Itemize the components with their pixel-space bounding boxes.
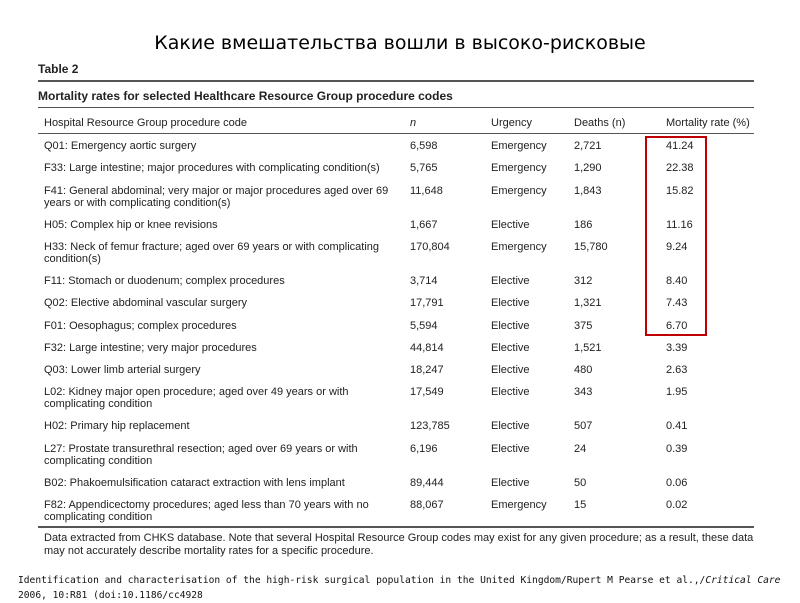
cell-code: L02: Kidney major open procedure; aged over 49 years or with complicating condition <box>44 386 349 411</box>
citation-prefix: Identification and characterisation of the high-risk surgical population in the United Kingdom/Rupert M Pearse et al.,/ <box>18 575 706 586</box>
cell-deaths: 1,521 <box>574 341 602 354</box>
cell-code: Q01: Emergency aortic surgery <box>44 140 197 152</box>
cell-deaths: 1,321 <box>574 297 602 310</box>
highlight-box <box>645 136 707 336</box>
cell-n: 5,765 <box>410 162 438 175</box>
cell-mortality: 3.39 <box>666 341 688 354</box>
table-footnote: Data extracted from CHKS database. Note that several Hospital Resource Group codes may exist for any given procedure; as a result, these data may not accurately describe mortality rates for a specific procedure. <box>44 532 754 557</box>
cell-deaths: 343 <box>574 386 593 399</box>
cell-urgency: Elective <box>491 319 530 332</box>
cell-code: H02: Primary hip replacement <box>44 420 190 433</box>
header-urgency: Urgency <box>491 117 532 129</box>
cell-code: H05: Complex hip or knee revisions <box>44 218 218 231</box>
cell-code: F32: Large intestine; very major procedures <box>44 341 257 354</box>
table-label: Table 2 <box>38 62 79 76</box>
cell-deaths: 375 <box>574 319 593 332</box>
cell-mortality: 0.39 <box>666 442 688 455</box>
cell-mortality: 0.02 <box>666 499 688 511</box>
cell-n: 17,549 <box>410 386 444 399</box>
cell-code: F33: Large intestine; major procedures with complicating condition(s) <box>44 162 380 175</box>
cell-deaths: 186 <box>574 218 593 231</box>
cell-n: 123,785 <box>410 420 450 433</box>
cell-deaths: 15 <box>574 499 587 511</box>
cell-code: F41: General abdominal; very major or major procedures aged over 69 years or with complicating condition(s) <box>44 184 389 209</box>
cell-code: B02: Phakoemulsification cataract extraction with lens implant <box>44 476 345 489</box>
header-n: n <box>410 117 417 129</box>
cell-mortality: 15.82 <box>666 184 694 197</box>
cell-mortality: 0.06 <box>666 476 688 489</box>
cell-deaths: 24 <box>574 442 587 455</box>
cell-deaths: 1,290 <box>574 162 602 175</box>
cell-n: 44,814 <box>410 341 444 354</box>
cell-deaths: 2,721 <box>574 140 602 152</box>
citation-journal: Critical Care <box>705 575 781 586</box>
cell-n: 17,791 <box>410 297 444 310</box>
cell-code: F01: Oesophagus; complex procedures <box>44 319 237 332</box>
cell-n: 11,648 <box>410 184 443 197</box>
caption-rule <box>38 107 754 108</box>
cell-code: F82: Appendicectomy procedures; aged less than 70 years with no complicating condition <box>44 499 369 523</box>
cell-n: 6,196 <box>410 442 438 455</box>
cell-deaths: 312 <box>574 274 593 287</box>
cell-n: 3,714 <box>410 274 438 287</box>
table-top-rule <box>38 80 754 82</box>
cell-n: 88,067 <box>410 499 444 511</box>
header-code: Hospital Resource Group procedure code <box>44 117 248 129</box>
cell-mortality: 2.63 <box>666 364 688 377</box>
cell-urgency: Emergency <box>491 499 547 511</box>
cell-code: H33: Neck of femur fracture; aged over 69 years or with complicating condition(s) <box>44 240 380 265</box>
cell-mortality: 1.95 <box>666 386 688 399</box>
cell-mortality: 11.16 <box>666 218 693 231</box>
cell-mortality: 9.24 <box>666 240 688 253</box>
citation <box>18 573 798 603</box>
header-rule <box>38 133 754 134</box>
cell-mortality: 6.70 <box>666 319 688 332</box>
cell-urgency: Elective <box>491 476 530 489</box>
cell-urgency: Elective <box>491 218 530 231</box>
cell-mortality: 41.24 <box>666 140 694 152</box>
cell-deaths: 15,780 <box>574 240 608 253</box>
cell-urgency: Elective <box>491 274 530 287</box>
cell-urgency: Emergency <box>491 240 547 253</box>
table-bottom-rule <box>38 526 754 528</box>
cell-mortality: 8.40 <box>666 274 688 287</box>
cell-urgency: Elective <box>491 364 530 377</box>
cell-mortality: 7.43 <box>666 297 688 310</box>
slide-title: Какие вмешательства вошли в высоко-рисковые <box>154 32 646 54</box>
citation-suffix: 2006, 10:R81 (doi:10.1186/cc4928 <box>18 590 203 601</box>
cell-urgency: Elective <box>491 420 530 433</box>
header-deaths: Deaths (n) <box>574 117 626 129</box>
cell-urgency: Elective <box>491 386 530 399</box>
cell-deaths: 1,843 <box>574 184 602 197</box>
cell-deaths: 480 <box>574 364 593 377</box>
cell-urgency: Emergency <box>491 140 547 152</box>
cell-n: 1,667 <box>410 218 438 231</box>
cell-urgency: Elective <box>491 297 530 310</box>
table-caption: Mortality rates for selected Healthcare Resource Group procedure codes <box>38 89 453 103</box>
cell-urgency: Emergency <box>491 184 547 197</box>
cell-code: Q02: Elective abdominal vascular surgery <box>44 297 247 310</box>
cell-code: F11: Stomach or duodenum; complex procedures <box>44 274 285 287</box>
cell-mortality: 22.38 <box>666 162 694 175</box>
cell-code: L27: Prostate transurethral resection; aged over 69 years or with complicating condition <box>44 442 358 467</box>
cell-deaths: 507 <box>574 420 593 433</box>
cell-n: 18,247 <box>410 364 444 377</box>
cell-n: 89,444 <box>410 476 444 489</box>
cell-urgency: Elective <box>491 442 530 455</box>
cell-urgency: Elective <box>491 341 530 354</box>
cell-deaths: 50 <box>574 476 587 489</box>
cell-n: 170,804 <box>410 240 450 253</box>
cell-urgency: Emergency <box>491 162 547 175</box>
cell-mortality: 0.41 <box>666 420 688 433</box>
cell-n: 6,598 <box>410 140 438 152</box>
cell-n: 5,594 <box>410 319 438 332</box>
header-mortality: Mortality rate (%) <box>666 117 750 129</box>
cell-code: Q03: Lower limb arterial surgery <box>44 364 201 377</box>
